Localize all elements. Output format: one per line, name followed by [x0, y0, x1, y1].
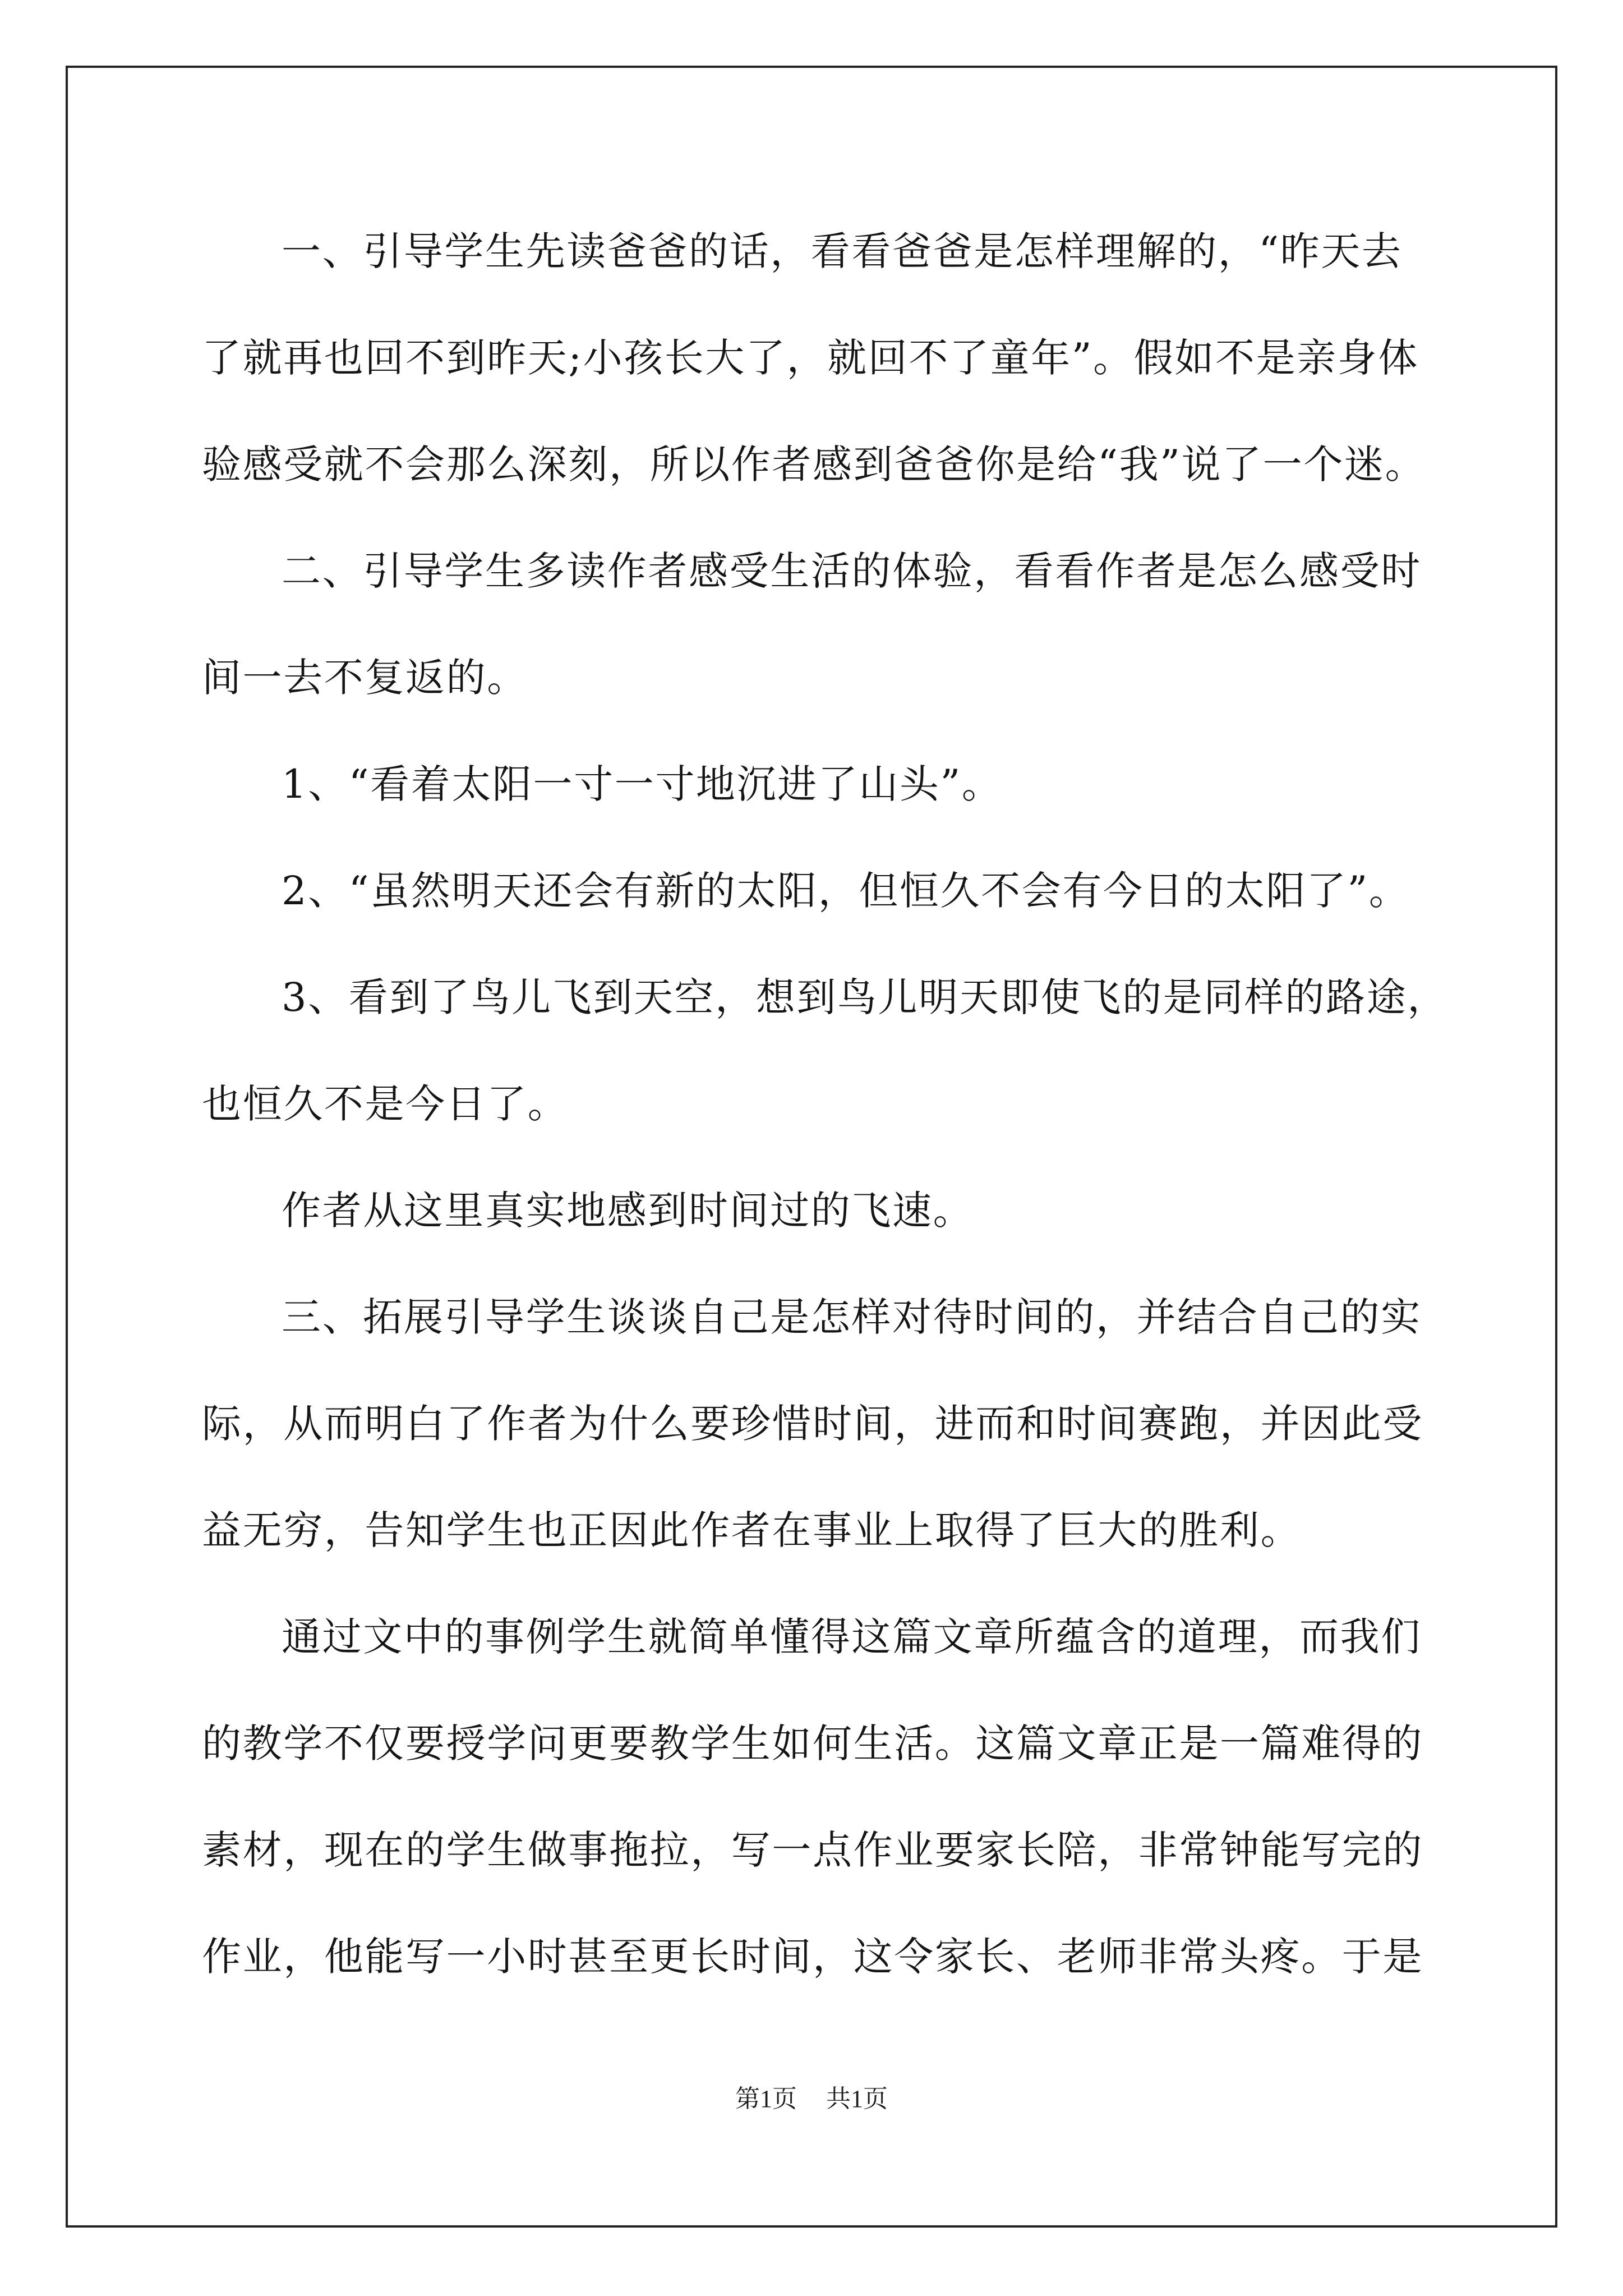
text-line: 素材，现在的学生做事拖拉，写一点作业要家长陪，非常钟能写完的: [202, 1827, 1423, 1873]
text-line: 二、引导学生多读作者感受生活的体验，看看作者是怎么感受时: [282, 548, 1422, 594]
page-total-label: 共1页: [826, 2085, 888, 2113]
paragraph: [202, 731, 1492, 838]
text-line: 作者从这里真实地感到时间过的飞速。: [282, 1188, 974, 1234]
paragraph: [202, 198, 1492, 518]
text-line: 的教学不仅要授学问更要教学生如何生活。这篇文章正是一篇难得的: [202, 1720, 1423, 1766]
paragraph: [202, 944, 1492, 1157]
text-line: 也恒久不是今日了。: [202, 1081, 569, 1127]
text-line: 际，从而明白了作者为什么要珍惜时间，进而和时间赛跑，并因此受: [202, 1401, 1423, 1447]
paragraph: [202, 1264, 1492, 1584]
page-footer: [0, 2082, 1623, 2116]
text-line: 通过文中的事例学生就简单懂得这篇文章所蕴含的道理，而我们: [282, 1614, 1422, 1660]
text-line: 间一去不复返的。: [202, 655, 528, 701]
text-line: 1、“看着太阳一寸一寸地沉进了山头”。: [282, 761, 1003, 807]
text-line: 益无穷，告知学生也正因此作者在事业上取得了巨大的胜利。: [202, 1507, 1302, 1553]
document-body: [202, 198, 1492, 2010]
text-line: 验感受就不会那么深刻，所以作者感到爸爸你是给“我”说了一个迷。: [202, 441, 1426, 487]
paragraph: [202, 1584, 1492, 2010]
paragraph: [202, 1157, 1492, 1264]
paragraph: [202, 518, 1492, 731]
text-line: 一、引导学生先读爸爸的话，看看爸爸是怎样理解的，“昨天去: [282, 228, 1403, 274]
text-line: 3、看到了鸟儿飞到天空，想到鸟儿明天即使飞的是同样的路途，: [282, 974, 1448, 1020]
text-line: 了就再也回不到昨天;小孩长大了，就回不了童年”。假如不是亲身体: [202, 335, 1419, 381]
text-line: 三、拓展引导学生谈谈自己是怎样对待时间的，并结合自己的实: [282, 1294, 1422, 1340]
text-line: 2、“虽然明天还会有新的太阳，但恒久不会有今日的太阳了”。: [282, 868, 1410, 914]
text-line: 作业，他能写一小时甚至更长时间，这令家长、老师非常头疼。于是: [202, 1934, 1423, 1980]
paragraph: [202, 838, 1492, 944]
page-number-label: 第1页: [735, 2085, 797, 2113]
